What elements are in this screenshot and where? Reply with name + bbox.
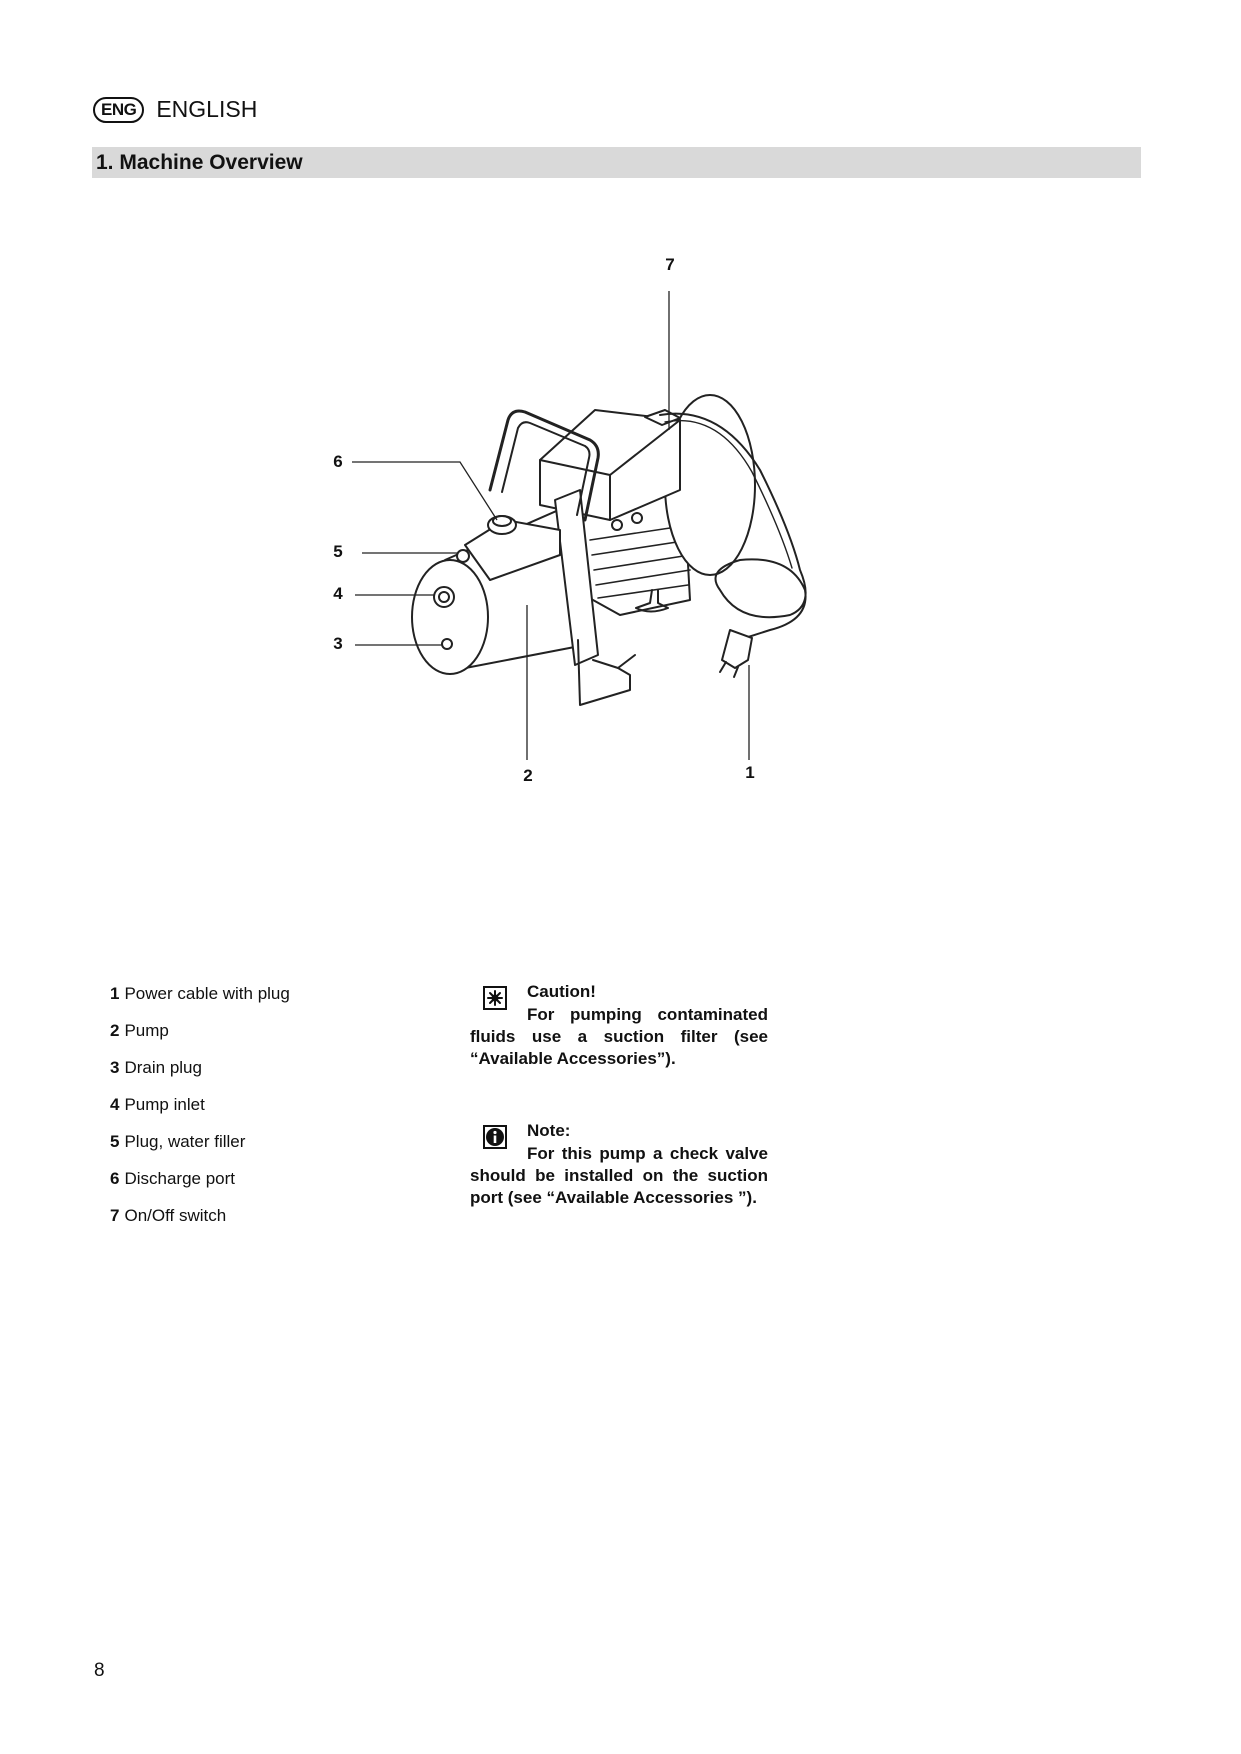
callout-2: 2 bbox=[523, 766, 533, 785]
section-title: 1. Machine Overview bbox=[96, 151, 303, 174]
legend-number: 1 bbox=[110, 984, 120, 1003]
legend-item bbox=[110, 1095, 205, 1115]
legend-label: Pump bbox=[124, 1021, 169, 1040]
filler-plug bbox=[457, 550, 469, 562]
legend-number: 3 bbox=[110, 1058, 120, 1077]
language-badge: ENG bbox=[93, 97, 144, 123]
language-name: ENGLISH bbox=[156, 96, 258, 122]
note-text: For this pump a check valve should be installed on the suction port (see “Available Accessories ”). bbox=[470, 1144, 768, 1207]
legend-number: 4 bbox=[110, 1095, 120, 1114]
legend-label: Discharge port bbox=[124, 1169, 236, 1188]
callout-3: 3 bbox=[333, 634, 343, 653]
legend-label: Plug, water filler bbox=[124, 1132, 246, 1151]
note-title: Note: bbox=[527, 1121, 571, 1140]
callout-7: 7 bbox=[665, 255, 675, 274]
callout-5: 5 bbox=[333, 542, 343, 561]
legend-item bbox=[110, 1132, 245, 1152]
callout-4: 4 bbox=[333, 584, 343, 603]
callout-6: 6 bbox=[333, 452, 343, 471]
legend-number: 5 bbox=[110, 1132, 120, 1151]
caution-title: Caution! bbox=[527, 982, 596, 1001]
legend-item bbox=[110, 1058, 202, 1078]
legend-number: 7 bbox=[110, 1206, 120, 1225]
caution-text: For pumping contaminated fluids use a suction filter (see “Available Accessories”). bbox=[470, 1005, 768, 1068]
legend-number: 2 bbox=[110, 1021, 120, 1040]
legend-label: On/Off switch bbox=[124, 1206, 227, 1225]
legend-number: 6 bbox=[110, 1169, 120, 1188]
legend-item bbox=[110, 984, 290, 1004]
page-number: 8 bbox=[94, 1660, 105, 1681]
drain-plug bbox=[442, 639, 452, 649]
legend-item bbox=[110, 1206, 226, 1226]
legend-label: Pump inlet bbox=[124, 1095, 205, 1114]
callout-1: 1 bbox=[745, 763, 755, 782]
legend-label: Drain plug bbox=[124, 1058, 202, 1077]
legend-item bbox=[110, 1169, 235, 1189]
legend-label: Power cable with plug bbox=[124, 984, 290, 1003]
legend-item bbox=[110, 1021, 169, 1041]
